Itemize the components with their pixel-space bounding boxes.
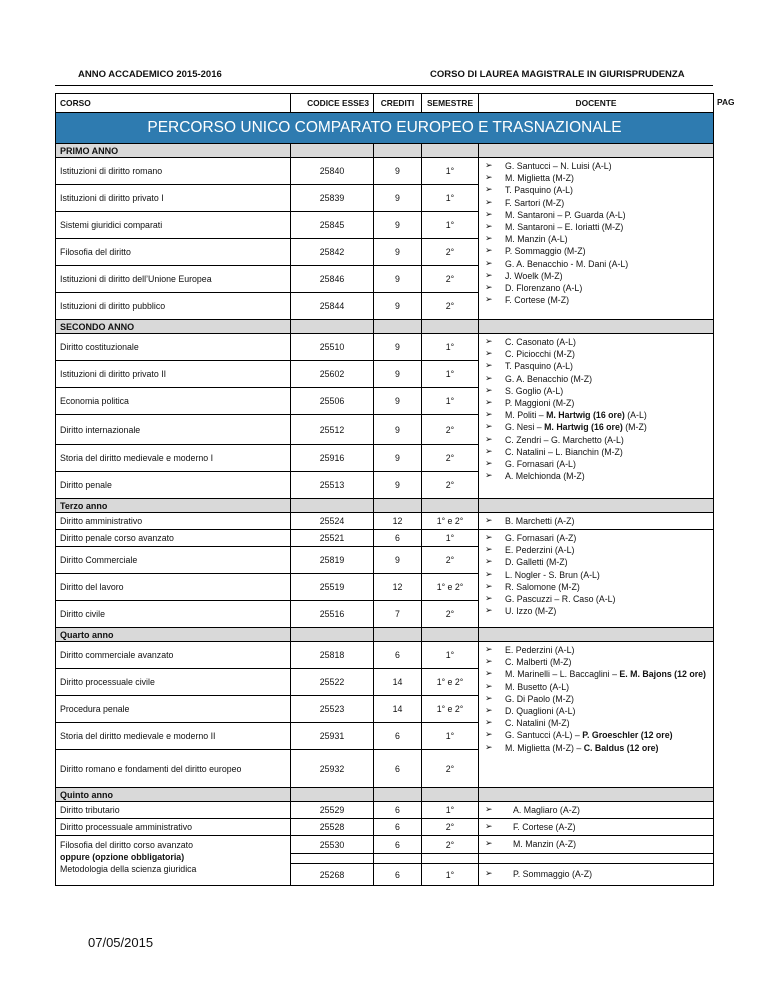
list-item: ➢ F. Sartori (M-Z) <box>483 197 709 209</box>
course-semester: 1° <box>422 530 479 547</box>
list-item: ➢ E. Pederzini (A-L) <box>483 644 709 656</box>
course-name: Istituzioni di diritto dell’Unione Europea <box>56 266 291 293</box>
course-semester: 2° <box>422 266 479 293</box>
list-item: ➢ G. Fornasari (A-Z) <box>483 532 709 544</box>
docente-visiting: C. Baldus (12 ore) <box>583 742 659 753</box>
table-row <box>56 836 714 854</box>
header-rule <box>55 85 713 86</box>
option-note: oppure (opzione obbligatoria) <box>60 852 185 862</box>
year-header-terzo <box>56 499 714 513</box>
list-item <box>483 729 709 741</box>
course-code: 25519 <box>291 574 374 601</box>
table-row <box>56 158 714 185</box>
course-semester: 1° <box>422 388 479 415</box>
course-credits: 9 <box>374 361 422 388</box>
table-row <box>56 819 714 836</box>
course-code: 25522 <box>291 669 374 696</box>
course-name: Istituzioni di diritto privato II <box>56 361 291 388</box>
course-name: Metodologia della scienza giuridica <box>60 864 197 874</box>
list-item <box>483 409 709 421</box>
list-item: ➢ U. Izzo (M-Z) <box>483 605 709 617</box>
table-row <box>56 530 714 547</box>
course-name: Istituzioni di diritto romano <box>56 158 291 185</box>
course-credits: 6 <box>374 864 422 886</box>
list-item: ➢ T. Pasquino (A-L) <box>483 360 709 372</box>
course-name: Diritto commerciale avanzato <box>56 642 291 669</box>
list-item: ➢ G. Santucci – N. Luisi (A-L) <box>483 160 709 172</box>
docente-visiting: P. Groeschler (12 ore) <box>582 730 673 741</box>
list-item: ➢ A. Magliaro (A-Z) <box>483 804 709 816</box>
docente-text: M. Politi – <box>505 410 547 421</box>
list-item: ➢ G. Pascuzzi – R. Caso (A-L) <box>483 593 709 605</box>
year-header-secondo <box>56 320 714 334</box>
list-item: ➢ J. Woelk (M-Z) <box>483 270 709 282</box>
course-credits: 12 <box>374 574 422 601</box>
course-name: Filosofia del diritto <box>56 239 291 266</box>
docenti-quarto <box>479 642 714 788</box>
list-item: ➢ F. Cortese (M-Z) <box>483 294 709 306</box>
course-semester: 1° <box>422 802 479 819</box>
col-docente-header: DOCENTE <box>479 94 714 113</box>
col-codice-header: CODICE ESSE3 <box>291 94 374 113</box>
table-row <box>56 513 714 530</box>
course-credits: 9 <box>374 239 422 266</box>
course-semester: 2° <box>422 293 479 320</box>
course-credits: 6 <box>374 819 422 836</box>
list-item: ➢ C. Zendri – G. Marchetto (A-L) <box>483 434 709 446</box>
docente-text: M. Miglietta (M-Z) – <box>505 742 584 753</box>
course-name-option <box>56 836 291 886</box>
list-item: ➢ G. Fornasari (A-L) <box>483 458 709 470</box>
list-item: ➢ D. Galletti (M-Z) <box>483 556 709 568</box>
course-code: 25510 <box>291 334 374 361</box>
course-credits: 6 <box>374 530 422 547</box>
docenti-quinto-metodologia <box>479 864 714 886</box>
course-semester: 1° <box>422 361 479 388</box>
year-header-primo <box>56 144 714 158</box>
column-header-row <box>56 94 714 113</box>
docente-text: (M-Z) <box>622 422 647 433</box>
page-title: PERCORSO UNICO COMPARATO EUROPEO E TRASNAZIONALE <box>56 113 714 144</box>
course-credits: 9 <box>374 158 422 185</box>
course-credits: 12 <box>374 513 422 530</box>
course-code: 25845 <box>291 212 374 239</box>
docente-visiting: E. M. Bajons (12 ore) <box>619 669 706 680</box>
course-name: Diritto penale corso avanzato <box>56 530 291 547</box>
course-code: 25523 <box>291 696 374 723</box>
course-name: Diritto Commerciale <box>56 547 291 574</box>
list-item: ➢ C. Natalini – L. Bianchin (M-Z) <box>483 446 709 458</box>
docenti-quinto-filosofia <box>479 836 714 854</box>
course-semester: 2° <box>422 601 479 628</box>
course-code: 25524 <box>291 513 374 530</box>
course-credits: 6 <box>374 723 422 750</box>
title-row <box>56 113 714 144</box>
list-item: ➢ G. Di Paolo (M-Z) <box>483 693 709 705</box>
course-semester: 1° e 2° <box>422 669 479 696</box>
docente-text: G. Santucci (A-L) – <box>505 730 583 741</box>
course-semester: 2° <box>422 445 479 472</box>
list-item: ➢ L. Nogler - S. Brun (A-L) <box>483 569 709 581</box>
footer-date: 07/05/2015 <box>88 935 154 950</box>
docenti-quinto-amministrativo <box>479 819 714 836</box>
list-item: ➢ G. A. Benacchio (M-Z) <box>483 373 709 385</box>
year-label: Quarto anno <box>56 628 291 642</box>
course-semester: 1° <box>422 642 479 669</box>
list-item: ➢ T. Pasquino (A-L) <box>483 184 709 196</box>
course-name: Economia politica <box>56 388 291 415</box>
list-item <box>483 668 709 680</box>
list-item: ➢ C. Piciocchi (M-Z) <box>483 348 709 360</box>
list-item: ➢ B. Marchetti (A-Z) <box>483 515 709 527</box>
course-semester: 2° <box>422 750 479 788</box>
course-name: Sistemi giuridici comparati <box>56 212 291 239</box>
course-semester: 1° e 2° <box>422 513 479 530</box>
course-semester: 1° <box>422 723 479 750</box>
course-code: 25602 <box>291 361 374 388</box>
table-row <box>56 642 714 669</box>
docente-text: G. Nesi – <box>505 422 545 433</box>
course-code: 25528 <box>291 819 374 836</box>
table-row <box>56 334 714 361</box>
course-credits: 9 <box>374 212 422 239</box>
course-name: Diritto amministrativo <box>56 513 291 530</box>
table-row <box>56 802 714 819</box>
list-item: ➢ M. Miglietta (M-Z) <box>483 172 709 184</box>
course-credits: 9 <box>374 388 422 415</box>
course-credits: 14 <box>374 669 422 696</box>
course-name: Storia del diritto medievale e moderno I <box>56 445 291 472</box>
list-item: ➢ C. Malberti (M-Z) <box>483 656 709 668</box>
course-code: 25931 <box>291 723 374 750</box>
year-label: SECONDO ANNO <box>56 320 291 334</box>
course-code: 25516 <box>291 601 374 628</box>
course-name: Filosofia del diritto corso avanzato <box>60 840 193 850</box>
list-item: ➢ P. Maggioni (M-Z) <box>483 397 709 409</box>
list-item: ➢ S. Goglio (A-L) <box>483 385 709 397</box>
course-name: Diritto costituzionale <box>56 334 291 361</box>
docente-visiting: M. Hartwig (16 ore) <box>546 410 625 421</box>
course-credits: 9 <box>374 185 422 212</box>
list-item: ➢ F. Cortese (A-Z) <box>483 821 709 833</box>
course-name: Diritto processuale civile <box>56 669 291 696</box>
list-item: ➢ M. Manzin (A-Z) <box>483 838 709 850</box>
course-code: 25268 <box>291 864 374 886</box>
list-item: ➢ M. Santaroni – E. Ioriatti (M-Z) <box>483 221 709 233</box>
course-credits: 6 <box>374 802 422 819</box>
course-semester: 2° <box>422 547 479 574</box>
docenti-quinto-tributario <box>479 802 714 819</box>
course-credits: 7 <box>374 601 422 628</box>
list-item: ➢ R. Salomone (M-Z) <box>483 581 709 593</box>
course-code: 25839 <box>291 185 374 212</box>
course-credits: 9 <box>374 334 422 361</box>
docenti-terzo-amministrativo <box>479 513 714 530</box>
course-credits: 14 <box>374 696 422 723</box>
course-code: 25512 <box>291 415 374 445</box>
course-code: 25530 <box>291 836 374 854</box>
docenti-terzo <box>479 530 714 628</box>
course-credits: 9 <box>374 547 422 574</box>
course-code: 25840 <box>291 158 374 185</box>
course-name: Diritto romano e fondamenti del diritto europeo <box>56 750 291 788</box>
course-name: Procedura penale <box>56 696 291 723</box>
course-code: 25521 <box>291 530 374 547</box>
year-header-quinto <box>56 788 714 802</box>
list-item: ➢ D. Quaglioni (A-L) <box>483 705 709 717</box>
list-item: ➢ G. A. Benacchio - M. Dani (A-L) <box>483 258 709 270</box>
year-header-quarto <box>56 628 714 642</box>
col-semestre-header: SEMESTRE <box>422 94 479 113</box>
course-credits: 9 <box>374 293 422 320</box>
academic-year-header: ANNO ACCADEMICO 2015-2016 <box>78 69 222 80</box>
course-code: 25818 <box>291 642 374 669</box>
course-semester: 2° <box>422 415 479 445</box>
col-corso-header: CORSO <box>56 94 291 113</box>
list-item: ➢ P. Sommaggio (M-Z) <box>483 245 709 257</box>
col-pag-header: PAG <box>717 97 735 107</box>
course-credits: 6 <box>374 836 422 854</box>
course-name: Diritto internazionale <box>56 415 291 445</box>
list-item <box>483 421 709 433</box>
list-item: ➢ M. Manzin (A-L) <box>483 233 709 245</box>
course-name: Storia del diritto medievale e moderno II <box>56 723 291 750</box>
docenti-primo <box>479 158 714 320</box>
course-credits: 9 <box>374 445 422 472</box>
course-code: 25819 <box>291 547 374 574</box>
course-credits: 9 <box>374 472 422 499</box>
course-semester: 1° <box>422 158 479 185</box>
course-credits: 6 <box>374 750 422 788</box>
course-semester: 2° <box>422 239 479 266</box>
course-semester: 1° <box>422 185 479 212</box>
course-semester: 1° e 2° <box>422 696 479 723</box>
course-code: 25844 <box>291 293 374 320</box>
course-name: Diritto del lavoro <box>56 574 291 601</box>
course-code: 25842 <box>291 239 374 266</box>
course-credits: 9 <box>374 266 422 293</box>
course-semester: 1° <box>422 334 479 361</box>
list-item: ➢ P. Sommaggio (A-Z) <box>483 868 709 880</box>
list-item: ➢ M. Santaroni – P. Guarda (A-L) <box>483 209 709 221</box>
course-code: 25846 <box>291 266 374 293</box>
course-name: Diritto tributario <box>56 802 291 819</box>
course-code: 25506 <box>291 388 374 415</box>
list-item: ➢ D. Florenzano (A-L) <box>483 282 709 294</box>
course-code: 25916 <box>291 445 374 472</box>
year-label: PRIMO ANNO <box>56 144 291 158</box>
course-name: Istituzioni di diritto pubblico <box>56 293 291 320</box>
course-code: 25513 <box>291 472 374 499</box>
docente-text: M. Marinelli – L. Baccaglini – <box>505 669 620 680</box>
course-table <box>55 93 714 886</box>
course-name: Istituzioni di diritto privato I <box>56 185 291 212</box>
docenti-secondo <box>479 334 714 499</box>
col-crediti-header: CREDITI <box>374 94 422 113</box>
course-semester: 1° <box>422 864 479 886</box>
course-code: 25529 <box>291 802 374 819</box>
list-item: ➢ M. Busetto (A-L) <box>483 681 709 693</box>
year-label: Quinto anno <box>56 788 291 802</box>
course-semester: 2° <box>422 472 479 499</box>
course-name: Diritto penale <box>56 472 291 499</box>
docente-text: (A-L) <box>624 410 647 421</box>
course-semester: 2° <box>422 836 479 854</box>
docente-visiting: M. Hartwig (16 ore) <box>544 422 623 433</box>
list-item: ➢ E. Pederzini (A-L) <box>483 544 709 556</box>
list-item: ➢ C. Casonato (A-L) <box>483 336 709 348</box>
course-semester: 2° <box>422 819 479 836</box>
course-name: Diritto civile <box>56 601 291 628</box>
course-semester: 1° e 2° <box>422 574 479 601</box>
course-code: 25932 <box>291 750 374 788</box>
list-item: ➢ A. Melchionda (M-Z) <box>483 470 709 482</box>
course-name: Diritto processuale amministrativo <box>56 819 291 836</box>
list-item: ➢ C. Natalini (M-Z) <box>483 717 709 729</box>
course-credits: 9 <box>374 415 422 445</box>
course-semester: 1° <box>422 212 479 239</box>
year-label: Terzo anno <box>56 499 291 513</box>
list-item <box>483 742 709 754</box>
course-credits: 6 <box>374 642 422 669</box>
degree-course-header: CORSO DI LAUREA MAGISTRALE IN GIURISPRUDENZA <box>430 69 685 80</box>
